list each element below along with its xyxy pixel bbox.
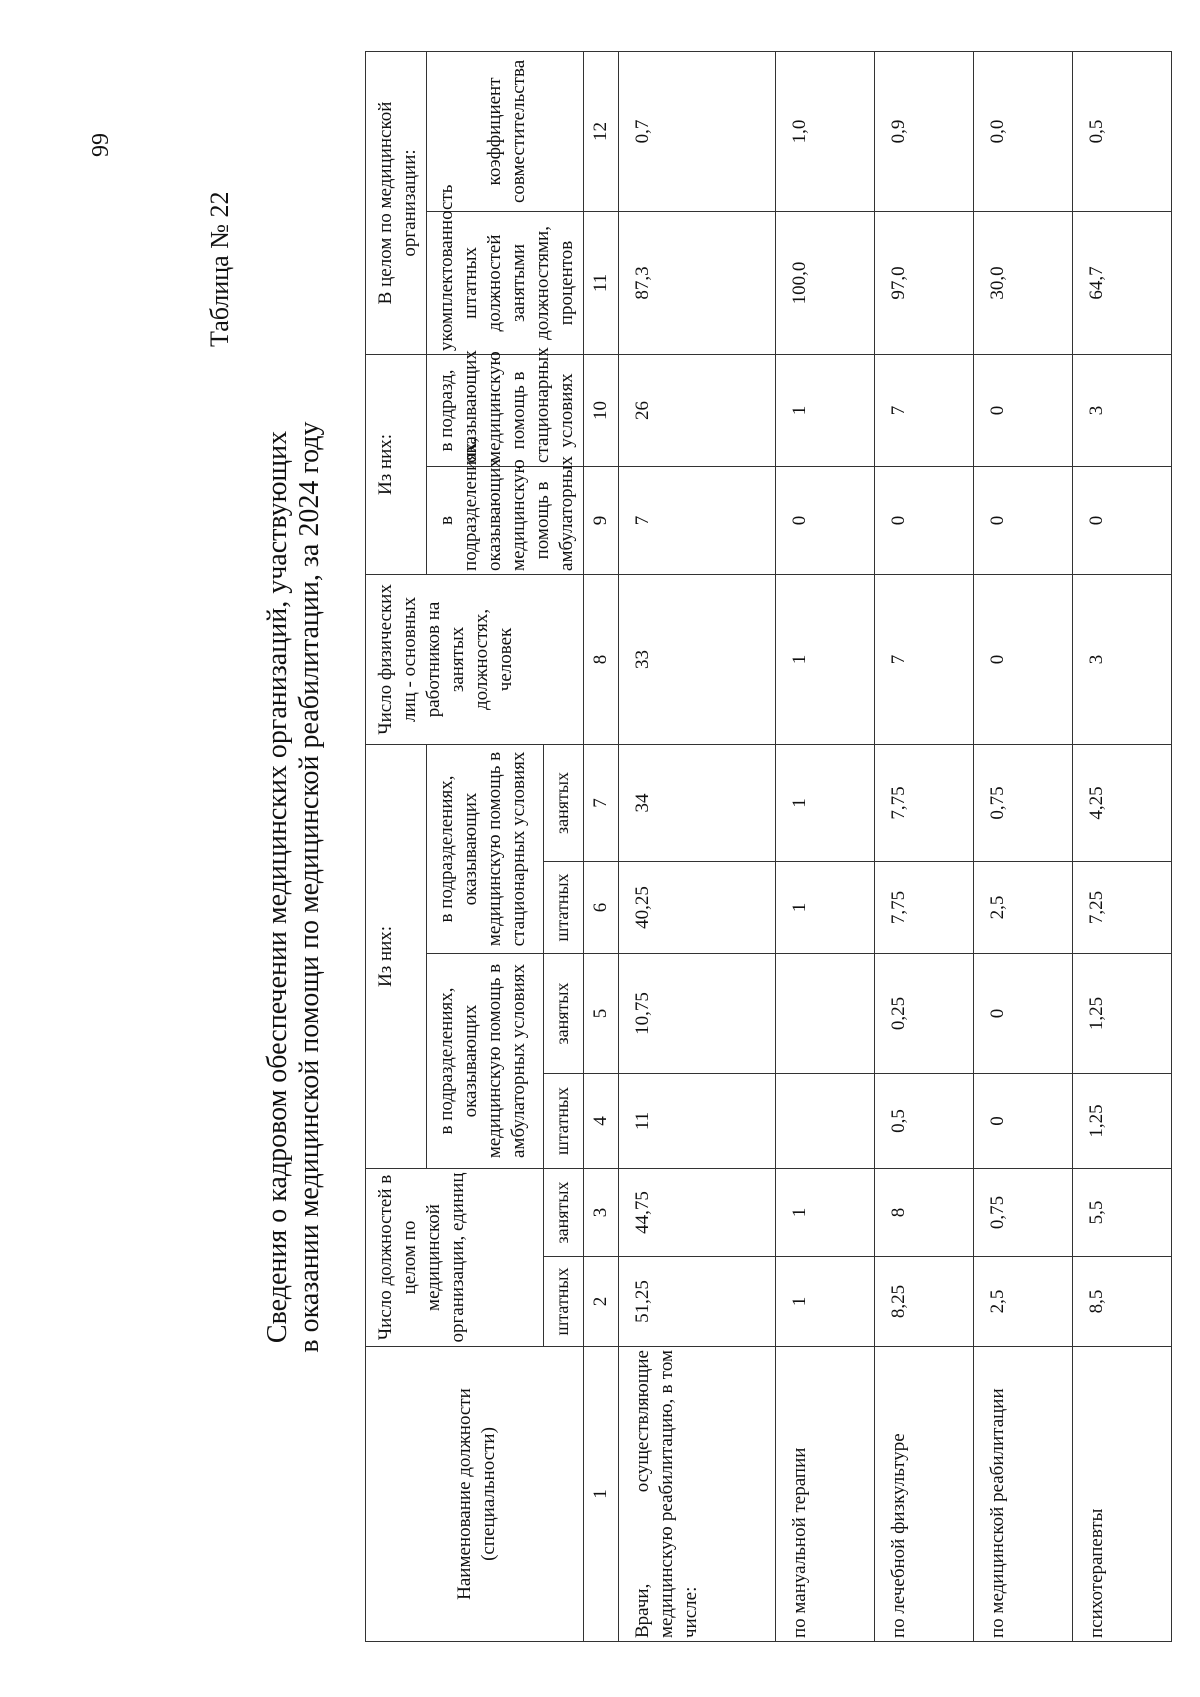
cell-col-11: 97,0 — [875, 211, 974, 354]
cell-col-4: 11 — [619, 1073, 776, 1168]
column-number: 5 — [584, 953, 619, 1073]
cell-col-6: 7,25 — [1073, 861, 1172, 953]
header-staff: штатных — [544, 861, 584, 953]
header-positions-total: Число должностей в целом по медицинской организации, единиц — [366, 1168, 544, 1346]
cell-col-3: 44,75 — [619, 1168, 776, 1256]
table-row — [974, 51, 1073, 1641]
cell-col-7: 7,75 — [875, 744, 974, 861]
cell-col-2: 2,5 — [974, 1257, 1073, 1347]
cell-col-4: 0 — [974, 1073, 1073, 1168]
table-row — [875, 51, 974, 1641]
cell-col-9: 0 — [1073, 466, 1172, 574]
staffing-table — [365, 51, 1172, 1642]
row-name: психотерапевты — [1073, 1347, 1172, 1642]
column-number: 1 — [584, 1347, 619, 1642]
cell-col-3: 1 — [776, 1168, 875, 1256]
cell-col-9: 7 — [619, 466, 776, 574]
title-line-1: Сведения о кадровом обеспечении медицинских организаций, участвующих — [262, 430, 293, 1344]
column-number: 7 — [584, 744, 619, 861]
cell-col-6: 7,75 — [875, 861, 974, 953]
cell-col-10: 0 — [974, 354, 1073, 466]
table-number: Таблица № 22 — [205, 191, 234, 347]
cell-col-12: 0,5 — [1073, 51, 1172, 211]
column-number: 10 — [584, 354, 619, 466]
page-number: 99 — [88, 133, 114, 157]
cell-col-5: 1,25 — [1073, 953, 1172, 1073]
header-name: Наименование должности (специальности) — [366, 1347, 584, 1642]
cell-col-10: 7 — [875, 354, 974, 466]
cell-col-3: 5,5 — [1073, 1168, 1172, 1256]
header-persons-amb: в подразделениях, оказывающих медицинскую помощь в амбулаторных — [427, 466, 584, 574]
page-title — [262, 197, 326, 1577]
cell-col-8: 7 — [875, 574, 974, 744]
cell-col-3: 8 — [875, 1168, 974, 1256]
column-number: 6 — [584, 861, 619, 953]
table-body — [619, 51, 1172, 1641]
cell-col-5: 0,25 — [875, 953, 974, 1073]
header-staff: штатных — [544, 1073, 584, 1168]
cell-col-4: 1,25 — [1073, 1073, 1172, 1168]
table-row — [619, 51, 776, 1641]
cell-col-11: 87,3 — [619, 211, 776, 354]
cell-col-12: 0,0 — [974, 51, 1073, 211]
cell-col-2: 51,25 — [619, 1257, 776, 1347]
header-occupied: занятых — [544, 744, 584, 861]
cell-col-8: 1 — [776, 574, 875, 744]
row-name: Врачи, осуществляющие медицинскую реабилитацию, в том числе: — [619, 1347, 776, 1642]
cell-col-11: 100,0 — [776, 211, 875, 354]
cell-col-10: 1 — [776, 354, 875, 466]
cell-col-11: 30,0 — [974, 211, 1073, 354]
title-line-2: в оказании медицинской помощи по медицинской реабилитации, за 2024 году — [294, 421, 325, 1353]
header-stationary: в подразделениях, оказывающих медицинскую помощь в стационарных условиях — [427, 744, 544, 953]
cell-col-11: 64,7 — [1073, 211, 1172, 354]
cell-col-5 — [776, 953, 875, 1073]
row-name: по медицинской реабилитации — [974, 1347, 1073, 1642]
column-number: 4 — [584, 1073, 619, 1168]
cell-col-7: 1 — [776, 744, 875, 861]
column-number: 2 — [584, 1257, 619, 1347]
header-staff: штатных — [544, 1257, 584, 1347]
cell-col-12: 0,7 — [619, 51, 776, 211]
header-of-them: Из них: — [366, 744, 427, 1168]
cell-col-2: 8,25 — [875, 1257, 974, 1347]
row-name: по мануальной терапии — [776, 1347, 875, 1642]
header-occupied: занятых — [544, 1168, 584, 1256]
column-number: 9 — [584, 466, 619, 574]
cell-col-12: 0,9 — [875, 51, 974, 211]
header-ambulatory: в подразделениях, оказывающих медицинскую помощь в амбулаторных условиях — [427, 953, 544, 1168]
cell-col-8: 0 — [974, 574, 1073, 744]
header-of-them-2: Из них: — [366, 354, 427, 574]
cell-col-8: 3 — [1073, 574, 1172, 744]
header-persons: Число физических лиц - основных работников на занятых должностях, человек — [366, 574, 584, 744]
header-org-total: В целом по медицинской организации: — [366, 51, 427, 354]
row-name: по лечебной физкультуре — [875, 1347, 974, 1642]
header-staffing-pct: укомплектованность штатных должностей занятыми должностями, процентов — [427, 211, 584, 354]
cell-col-12: 1,0 — [776, 51, 875, 211]
cell-col-5: 10,75 — [619, 953, 776, 1073]
cell-col-9: 0 — [776, 466, 875, 574]
column-number: 8 — [584, 574, 619, 744]
header-persons-stat: в подразд, оказывающих медицинскую помощь в стационарных условиях — [427, 354, 584, 466]
cell-col-8: 33 — [619, 574, 776, 744]
cell-col-6: 40,25 — [619, 861, 776, 953]
cell-col-7: 0,75 — [974, 744, 1073, 861]
cell-col-9: 0 — [974, 466, 1073, 574]
cell-col-2: 1 — [776, 1257, 875, 1347]
column-number: 3 — [584, 1168, 619, 1256]
cell-col-10: 26 — [619, 354, 776, 466]
table-row — [1073, 51, 1172, 1641]
cell-col-6: 1 — [776, 861, 875, 953]
cell-col-10: 3 — [1073, 354, 1172, 466]
cell-col-4: 0,5 — [875, 1073, 974, 1168]
table-row — [776, 51, 875, 1641]
cell-col-7: 4,25 — [1073, 744, 1172, 861]
cell-col-7: 34 — [619, 744, 776, 861]
header-coef: коэффициент совместительства — [427, 51, 584, 211]
column-number: 12 — [584, 51, 619, 211]
cell-col-3: 0,75 — [974, 1168, 1073, 1256]
cell-col-2: 8,5 — [1073, 1257, 1172, 1347]
cell-col-9: 0 — [875, 466, 974, 574]
cell-col-5: 0 — [974, 953, 1073, 1073]
header-occupied: занятых — [544, 953, 584, 1073]
column-number: 11 — [584, 211, 619, 354]
cell-col-6: 2,5 — [974, 861, 1073, 953]
cell-col-4 — [776, 1073, 875, 1168]
